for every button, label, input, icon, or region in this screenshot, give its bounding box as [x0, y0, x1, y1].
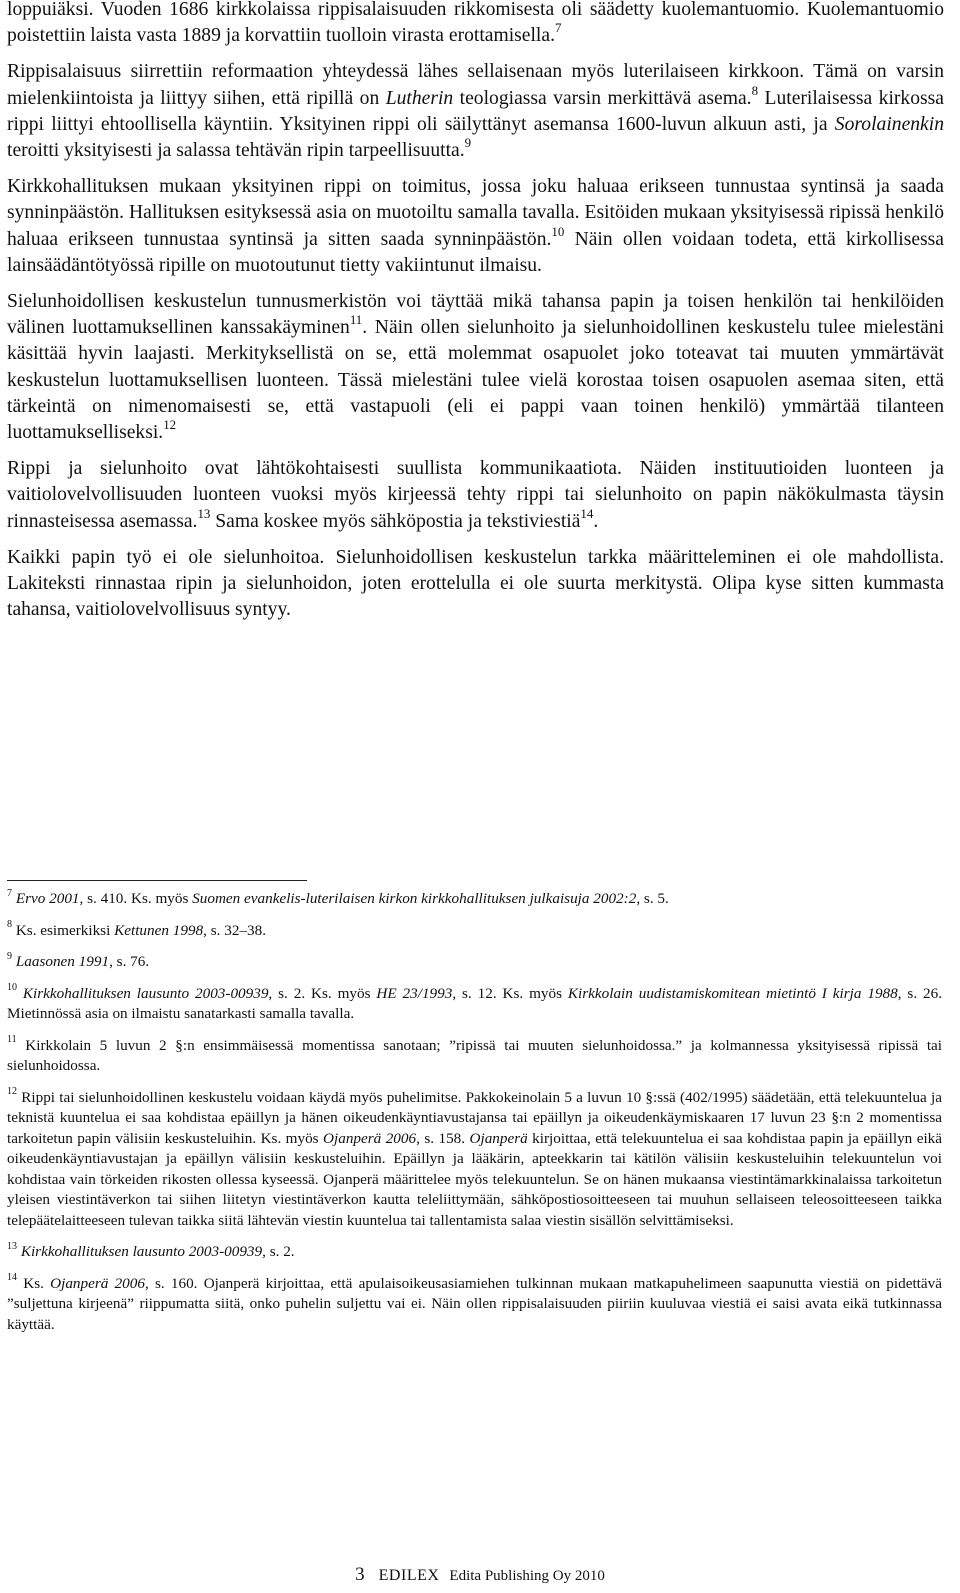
- text-run: kirjoittaa, että telekuuntelua ei saa kohdistaa papin ja epäillyn eikä oikeudenkäyntiavustajan ja epäillyn välisiin keskusteluihin. Epäillyn ja lääkärin, apteekkarin tai kätilön välisiin keskusteluihin telekuuntelun voi kohdistaa vain törkeiden rikosten ollessa kyseessä. Ojanperä määrittelee myös telekuuntelun. Se on hänen mukaansa viestintämarkkinalaissa tarkoitetun yleisen viestintäverkon tai siihen liitetyn viestintäverkon kautta teleliittymään, sähköpostiosoitteeseen tai muuhun sellaiseen teleosoitteeseen taikka telepäätelaitteeseen tulevan taikka siitä lähtevän viestin kuuntelua tai tallentamista salaa viestin sisällön selvittämiseksi.: [7, 1129, 942, 1229]
- italic-text: HE 23/1993: [376, 984, 453, 1002]
- footnote: [7, 1242, 942, 1263]
- italic-text: Laasonen 1991: [15, 953, 110, 970]
- footnote-ref: 11: [349, 312, 363, 328]
- text-run: . Näin ollen sielunhoito ja sielunhoidollinen keskustelu tulee mielestäni käsittää hyvin laajasti. Merkityksellistä on se, että molemmat osapuolet joko toteavat tai muuten ymmärtävät keskustelun luottamuksellisen luonteen. Tässä mielestäni tulee vielä korostaa toisen osapuolen asemaa siten, että tärkeintä on nimenomaisesti se, että vastapuoli (eli ei pappi vaan toinen henkilö) ymmärtää tilanteen luottamukselliseksi.: [7, 317, 945, 444]
- italic-text: Ervo 2001: [15, 890, 80, 907]
- footnote-ref: 12: [7, 1086, 18, 1098]
- main-text: [7, 0, 944, 633]
- publisher-name: Edita Publishing Oy 2010: [449, 1568, 605, 1584]
- text-run: , s. 2.: [262, 1243, 295, 1260]
- text-run: , s. 2. Ks. myös: [268, 984, 377, 1002]
- footnote: [7, 984, 942, 1025]
- footnote-ref: 7: [554, 20, 562, 36]
- footnote-ref: 14: [580, 505, 594, 521]
- italic-text: Kirkkohallituksen lausunto 2003-00939: [22, 984, 269, 1002]
- footnote-ref: 7: [7, 887, 13, 899]
- text-run: , s. 26. Mietinnössä asia on ilmaistu sanatarkasti samalla tavalla.: [7, 984, 943, 1022]
- footnote: [7, 952, 942, 973]
- footnote-ref: 10: [551, 223, 565, 239]
- footnote-ref: 8: [751, 82, 759, 98]
- italic-text: Ojanperä 2006: [323, 1129, 417, 1147]
- text-run: , s. 32–38.: [203, 921, 266, 939]
- footnote: [7, 1274, 942, 1336]
- footnote-ref: 9: [464, 135, 472, 151]
- text-run: Rippi tai sielunhoidollinen keskustelu voidaan käydä myös puhelimitse. Pakkokeinolain 5 a luvun 10 §:ssä (402/1995) säädetään, että telekuuntelua ja teknistä kuuntelua ei saa kohdistaa epäillyn ja hänen oikeudenkäyntiavustajansa tai epäillyn ja oikeudenkäymiskaaren 17 luvun 23 §:n 2 momentissa tarkoitetun papin välisiin keskusteluihin. Ks. myös: [7, 1088, 942, 1147]
- paragraph: [7, 289, 944, 446]
- text-run: Kirkkohallituksen mukaan yksityinen rippi on toimitus, jossa joku haluaa erikseen tunnustaa syntinsä ja saada synninpäästön. Hallituksen esityksessä asia on muotoiltu samalla tavalla. Esitöiden mukaan yksityisessä ripissä henkilö haluaa erikseen tunnustaa syntinsä ja sitten saada synninpäästön.: [7, 176, 944, 250]
- footnote: [7, 1088, 942, 1232]
- footnote: [7, 1036, 942, 1077]
- text-run: Sama koskee myös sähköpostia ja tekstiviestiä: [210, 510, 581, 532]
- text-run: , s. 5.: [636, 890, 669, 907]
- text-run: , s. 160. Ojanperä kirjoittaa, että apulaisoikeusasiamiehen tulkinnan mukaan matkapuhelimeen saapunutta viestiä on pidettävä ”suljettuna kirjeenä” riippumatta siitä, onko puhelin suljettu vai ei. Näin ollen rippisalaisuuden piiriin kuuluvaa viestiä ei saisi avata eikä tutkinnassa käyttää.: [7, 1274, 942, 1333]
- paragraph: [7, 545, 944, 624]
- italic-text: Kirkkohallituksen lausunto 2003-00939: [20, 1243, 263, 1260]
- footnote-ref: 8: [7, 919, 13, 931]
- paragraph: [7, 456, 944, 535]
- footnote-ref: 14: [7, 1272, 18, 1284]
- publisher-brand: EDILEX: [378, 1567, 440, 1584]
- text-run: Kirkkolain 5 luvun 2 §:n ensimmäisessä momentissa sanotaan; ”ripissä tai muuten sielunhoidossa.” ja kolmannessa yksityisessä ripissä tai sielunhoidossa.: [7, 1036, 942, 1074]
- footnote-separator: [7, 880, 307, 881]
- footnote-ref: 13: [7, 1240, 18, 1252]
- paragraph: [7, 174, 944, 279]
- text-run: , s. 410. Ks. myös: [79, 890, 193, 907]
- footnote-ref: 11: [7, 1034, 17, 1046]
- text-run: Ks. esimerkiksi: [12, 921, 115, 939]
- text-run: Luterilaisessa kirkossa rippi liittyi ehtoollisella käyntiin. Yksityinen rippi oli säilyttänyt asemansa 1600-luvun alkuun asti, ja: [7, 87, 944, 135]
- footnotes: [7, 889, 942, 1346]
- italic-text: Ojanperä 2006: [50, 1274, 145, 1292]
- text-run: Kaikki papin työ ei ole sielunhoitoa. Sielunhoidollisen keskustelun tarkka määritteleminen ei ole mahdollista. Lakiteksti rinnastaa ripin ja sielunhoidon, joten erottelulla ei ole suurta merkitystä. Olipa kyse sitten kummasta tahansa, vaitiolovelvollisuus syntyy.: [7, 546, 944, 621]
- italic-text: Ojanperä: [469, 1129, 528, 1147]
- italic-text: Kirkkolain uudistamiskomitean mietintö I kirja 1988: [567, 984, 898, 1002]
- text-run: Ks.: [17, 1274, 51, 1292]
- text-run: , s. 12. Ks. myös: [452, 984, 568, 1002]
- italic-text: Lutherin: [385, 87, 454, 109]
- text-run: Näin ollen voidaan todeta, että kirkollisessa lainsäädäntötyössä ripille on muotoutunut tietty vakiintunut ilmaisu.: [7, 228, 944, 276]
- footnote-ref: 12: [163, 417, 177, 433]
- page-number: 3: [355, 1564, 365, 1585]
- footnote-ref: 13: [197, 505, 211, 521]
- italic-text: Sorolainenkin: [834, 113, 944, 135]
- footnote: [7, 921, 942, 942]
- text-run: Sielunhoidollisen keskustelun tunnusmerkistön voi täyttää mikä tahansa papin ja toisen henkilön tai henkilöiden välinen luottamuksellinen kanssakäyminen: [7, 291, 944, 339]
- text-run: .: [593, 510, 599, 532]
- footnote-ref: 10: [7, 982, 18, 994]
- text-run: , s. 158.: [416, 1129, 470, 1147]
- text-run: , s. 76.: [109, 953, 150, 970]
- text-run: Rippi ja sielunhoito ovat lähtökohtaisesti suullista kommunikaatiota. Näiden instituutioiden luonteen ja vaitiolovelvollisuuden luonteen vuoksi myös kirjeessä tehty rippi tai sielunhoito on papin näkökulmasta täysin rinnasteisessa asemassa.: [7, 458, 944, 532]
- text-run: loppuiäksi. Vuoden 1686 kirkkolaissa rippisalaisuuden rikkomisesta oli säädetty kuolemantuomio. Kuolemantuomio poistettiin laista vasta 1889 ja korvattiin tuolloin virasta erottamisella.: [7, 0, 944, 47]
- italic-text: Kettunen 1998: [114, 921, 204, 939]
- page-footer: [0, 1564, 960, 1586]
- paragraph: [7, 59, 944, 164]
- text-run: teologiassa varsin merkittävä asema.: [453, 87, 752, 109]
- paragraph: [7, 0, 944, 49]
- italic-text: Suomen evankelis-luterilaisen kirkon kirkkohallituksen julkaisuja 2002:2: [192, 890, 637, 907]
- footnote-ref: 9: [7, 950, 13, 962]
- text-run: teroitti yksityisesti ja salassa tehtävän ripin tarpeellisuutta.: [7, 140, 465, 162]
- text-run: Rippisalaisuus siirrettiin reformaation yhteydessä lähes sellaisenaan myös luterilaiseen kirkkoon. Tämä on varsin mielenkiintoista ja liittyy siihen, että ripillä on: [7, 61, 944, 109]
- footnote: [7, 889, 942, 910]
